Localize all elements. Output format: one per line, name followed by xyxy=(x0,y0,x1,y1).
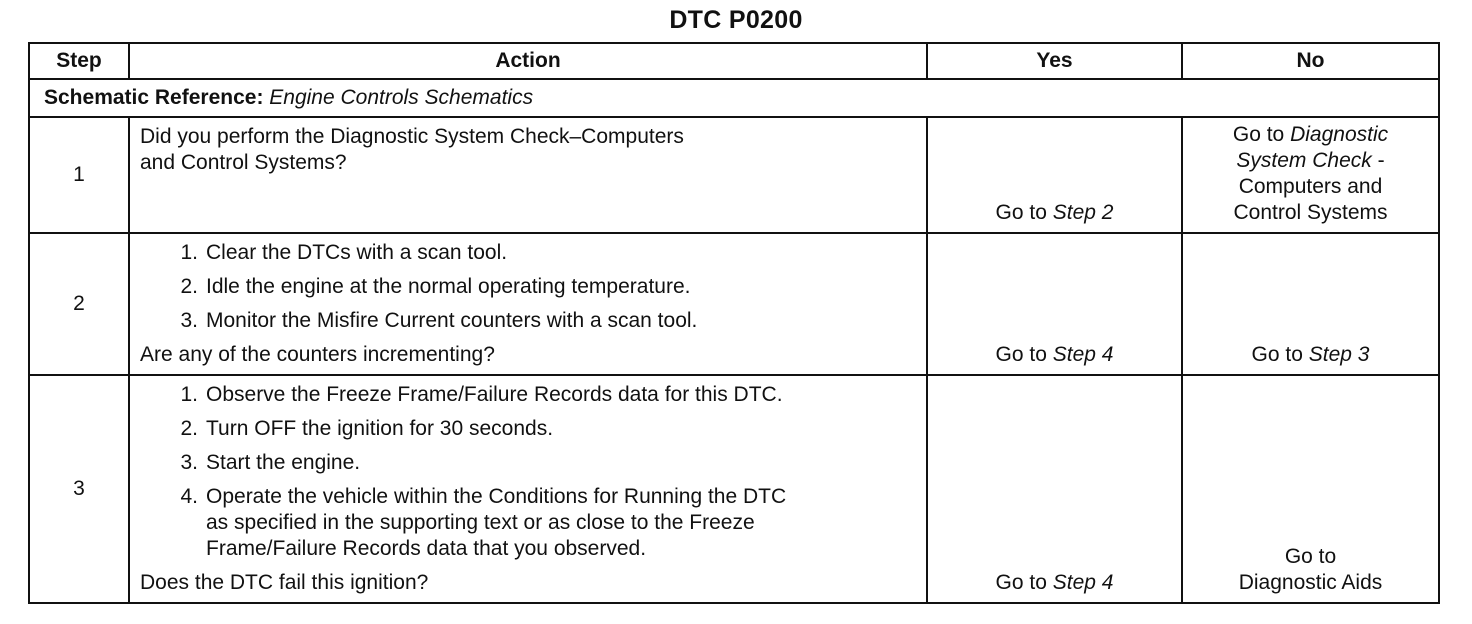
yes-step-link[interactable]: Step 4 xyxy=(1052,571,1114,594)
item-number: 1. xyxy=(180,241,198,264)
action-cell xyxy=(129,375,927,603)
no-step-link[interactable]: Step 3 xyxy=(1308,343,1370,366)
item-text: Monitor the Misfire Current counters with a scan tool. xyxy=(206,309,698,332)
question-line: Did you perform the Diagnostic System Check–Computers xyxy=(140,125,684,148)
table-row xyxy=(29,117,1439,233)
action-list xyxy=(140,240,916,334)
list-item xyxy=(140,484,916,562)
yes-prefix: Go to xyxy=(995,343,1047,366)
no-link-cont[interactable]: System Check xyxy=(1236,149,1372,172)
action-cell xyxy=(129,117,927,233)
no-text: Computers and xyxy=(1238,175,1383,198)
item-text: Start the engine. xyxy=(206,451,361,474)
item-number: 1. xyxy=(180,383,198,406)
header-no: No xyxy=(1182,43,1439,79)
list-item xyxy=(140,308,916,334)
yes-step-link[interactable]: Step 2 xyxy=(1052,201,1114,224)
item-number: 2. xyxy=(180,417,198,440)
header-row xyxy=(29,43,1439,79)
item-text-line: Operate the vehicle within the Conditions for Running the DTC xyxy=(206,485,787,508)
item-text: Observe the Freeze Frame/Failure Records data for this DTC. xyxy=(206,383,783,406)
item-text: Turn OFF the ignition for 30 seconds. xyxy=(206,417,554,440)
action-cell xyxy=(129,233,927,375)
yes-cell xyxy=(927,375,1182,603)
item-number: 2. xyxy=(180,275,198,298)
yes-prefix: Go to xyxy=(995,201,1047,224)
item-number: 4. xyxy=(180,485,198,508)
step-number: 2 xyxy=(29,233,129,375)
header-step: Step xyxy=(29,43,129,79)
page-title: DTC P0200 xyxy=(669,6,803,34)
question-line: and Control Systems? xyxy=(140,151,347,174)
no-prefix: Go to xyxy=(1284,545,1337,568)
yes-cell xyxy=(927,117,1182,233)
diagnostic-table xyxy=(28,42,1440,604)
item-text: Idle the engine at the normal operating temperature. xyxy=(206,275,691,298)
no-suffix: - xyxy=(1371,149,1385,172)
table-row xyxy=(29,233,1439,375)
item-text: Clear the DTCs with a scan tool. xyxy=(206,241,508,264)
no-cell xyxy=(1182,117,1439,233)
item-text-line: as specified in the supporting text or as close to the Freeze xyxy=(206,511,755,534)
item-number: 3. xyxy=(180,309,198,332)
list-item xyxy=(140,274,916,300)
yes-prefix: Go to xyxy=(995,571,1047,594)
question: Does the DTC fail this ignition? xyxy=(140,571,429,594)
no-prefix: Go to xyxy=(1232,123,1285,146)
header-action: Action xyxy=(129,43,927,79)
item-number: 3. xyxy=(180,451,198,474)
action-list xyxy=(140,382,916,562)
header-yes: Yes xyxy=(927,43,1182,79)
yes-step-link[interactable]: Step 4 xyxy=(1052,343,1114,366)
schematic-reference xyxy=(29,79,1439,117)
item-text xyxy=(206,484,916,562)
no-link[interactable]: Diagnostic Aids xyxy=(1238,571,1383,594)
reference-value: Engine Controls Schematics xyxy=(269,86,534,109)
list-item xyxy=(140,240,916,266)
list-item xyxy=(140,450,916,476)
schematic-reference-row xyxy=(29,79,1439,117)
reference-label: Schematic Reference: xyxy=(44,86,264,109)
no-link[interactable]: Diagnostic xyxy=(1290,123,1389,146)
no-cell xyxy=(1182,233,1439,375)
list-item xyxy=(140,416,916,442)
step-number: 3 xyxy=(29,375,129,603)
yes-cell xyxy=(927,233,1182,375)
list-item xyxy=(140,382,916,408)
no-cell xyxy=(1182,375,1439,603)
step-number: 1 xyxy=(29,117,129,233)
item-text-line: Frame/Failure Records data that you observed. xyxy=(206,537,647,560)
no-prefix: Go to xyxy=(1251,343,1303,366)
question: Are any of the counters incrementing? xyxy=(140,343,495,366)
table-row xyxy=(29,375,1439,603)
no-text: Control Systems xyxy=(1233,201,1388,224)
